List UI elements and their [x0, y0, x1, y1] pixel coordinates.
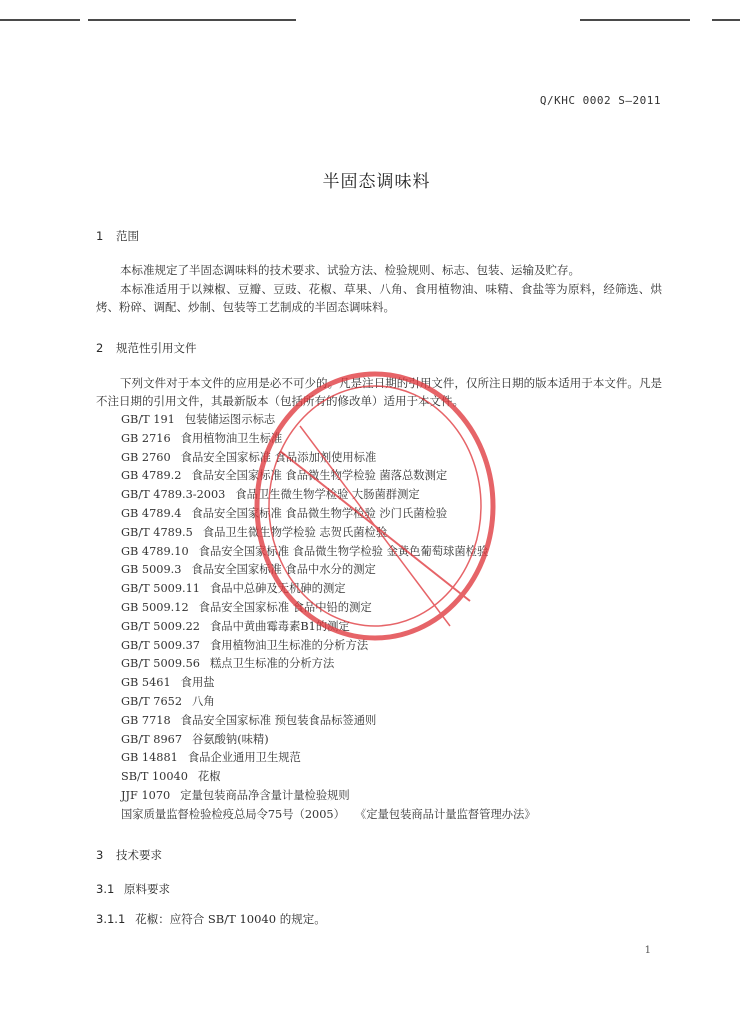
reference-title: 食品安全国家标准 食品中水分的测定	[191, 563, 376, 577]
reference-title: 八角	[192, 694, 215, 708]
section-heading-refs	[96, 340, 197, 356]
reference-item	[121, 693, 536, 712]
reference-code: GB/T 8967	[121, 732, 183, 746]
reference-code: JJF 1070	[121, 788, 171, 802]
reference-title: 食用植物油卫生标准	[180, 431, 283, 445]
reference-title: 食用盐	[180, 676, 215, 690]
reference-code: GB 5009.12	[121, 600, 189, 614]
reference-item	[121, 787, 536, 806]
section-number: 2	[96, 341, 104, 355]
refs-intro: 下列文件对于本文件的应用是必不可少的。凡是注日期的引用文件，仅所注日期的版本适用于本文件。凡是不注日期的引用文件，其最新版本（包括所有的修改单）适用于本文件。	[96, 376, 662, 408]
section-title: 规范性引用文件	[116, 341, 197, 355]
reference-code: GB/T 4789.3-2003	[121, 488, 226, 502]
reference-title: 食品安全国家标准 食品中铅的测定	[198, 600, 372, 614]
reference-title: 食品安全国家标准 食品微生物学检验 金黄色葡萄球菌检验	[198, 544, 489, 558]
reference-code: GB 5009.3	[121, 563, 182, 577]
reference-code: GB/T 5009.56	[121, 657, 200, 671]
reference-title: 食用植物油卫生标准的分析方法	[209, 638, 369, 652]
reference-code: 国家质量监督检验检疫总局令75号（2005）	[121, 807, 345, 821]
reference-code: GB 4789.10	[121, 544, 189, 558]
clause-number: 3.1.1	[96, 912, 126, 926]
reference-item	[121, 637, 536, 656]
reference-code: GB/T 191	[121, 413, 175, 426]
reference-title: 定量包装商品净含量计量检验规则	[180, 788, 350, 802]
reference-title: 糕点卫生标准的分析方法	[209, 657, 335, 671]
header-rule	[580, 19, 690, 21]
section-title: 范围	[116, 229, 139, 243]
reference-item	[121, 749, 536, 768]
reference-item	[121, 467, 536, 486]
document-title: 半固态调味料	[322, 172, 431, 192]
reference-item	[121, 618, 536, 637]
section-heading-scope	[96, 228, 139, 244]
reference-item	[121, 486, 536, 505]
section-number: 1	[96, 229, 104, 243]
reference-title: 花椒	[197, 770, 221, 784]
reference-title: 食品中黄曲霉毒素B1的测定	[209, 619, 350, 633]
reference-item	[121, 430, 536, 449]
reference-title: 食品安全国家标准 食品微生物学检验 菌落总数测定	[191, 469, 448, 483]
clause-text: 花椒：应符合 SB/T 10040 的规定。	[135, 912, 326, 926]
scope-paragraph-2: 本标准适用于以辣椒、豆瓣、豆豉、花椒、草果、八角、食用植物油、味精、食盐等为原料，经筛选、烘烤、粉碎、调配、炒制、包装等工艺制成的半固态调味料。	[96, 282, 662, 314]
reference-title: 食品卫生微生物学检验 大肠菌群测定	[235, 488, 420, 502]
reference-code: SB/T 10040	[121, 770, 188, 784]
reference-code: GB 2760	[121, 450, 171, 464]
reference-title: 食品中总砷及无机砷的测定	[209, 582, 346, 596]
reference-code: GB/T 5009.37	[121, 638, 200, 652]
reference-title: 食品安全国家标准 食品微生物学检验 沙门氏菌检验	[191, 506, 448, 520]
reference-title: 食品企业通用卫生规范	[187, 751, 301, 765]
reference-code: GB/T 7652	[121, 694, 183, 708]
reference-code: GB 4789.4	[121, 506, 182, 520]
subsection-number: 3.1	[96, 882, 115, 896]
reference-code: GB/T 5009.22	[121, 619, 200, 633]
reference-item	[121, 411, 536, 430]
scope-paragraph-1: 本标准规定了半固态调味料的技术要求、试验方法、检验规则、标志、包装、运输及贮存。	[120, 263, 580, 277]
clause	[96, 911, 326, 927]
reference-item	[121, 524, 536, 543]
subsection-title: 原料要求	[124, 882, 170, 896]
reference-item	[121, 580, 536, 599]
reference-item	[121, 674, 536, 693]
header-rule	[88, 19, 296, 21]
reference-title: 食品卫生微生物学检验 志贺氏菌检验	[202, 525, 388, 539]
reference-title: 谷氨酸钠(味精)	[192, 732, 269, 746]
section-heading-tech	[96, 847, 162, 863]
subsection-heading	[96, 881, 170, 897]
reference-item	[121, 543, 536, 562]
reference-code: GB 14881	[121, 751, 178, 765]
reference-code: GB 2716	[121, 431, 171, 445]
reference-item	[121, 806, 536, 825]
reference-code: GB 4789.2	[121, 469, 182, 483]
reference-item	[121, 561, 536, 580]
header-rule	[0, 19, 80, 21]
reference-title: 包装储运图示标志	[184, 413, 276, 426]
reference-item	[121, 731, 536, 750]
page-number: 1	[644, 945, 651, 956]
reference-item	[121, 449, 536, 468]
reference-list	[121, 411, 536, 825]
reference-item	[121, 599, 536, 618]
section-title: 技术要求	[116, 848, 162, 862]
reference-title: 《定量包装商品计量监督管理办法》	[354, 807, 536, 821]
reference-title: 食品安全国家标准 预包装食品标签通则	[180, 713, 377, 727]
header-rule	[712, 19, 740, 21]
document-code: Q/KHC 0002 S—2011	[539, 94, 661, 107]
reference-item	[121, 505, 536, 524]
reference-code: GB 7718	[121, 713, 171, 727]
reference-title: 食品安全国家标准 食品添加剂使用标准	[180, 450, 377, 464]
reference-item	[121, 655, 536, 674]
reference-code: GB/T 5009.11	[121, 582, 200, 596]
reference-item	[121, 768, 536, 787]
reference-code: GB/T 4789.5	[121, 525, 193, 539]
reference-item	[121, 712, 536, 731]
reference-code: GB 5461	[121, 676, 171, 690]
section-number: 3	[96, 848, 104, 862]
